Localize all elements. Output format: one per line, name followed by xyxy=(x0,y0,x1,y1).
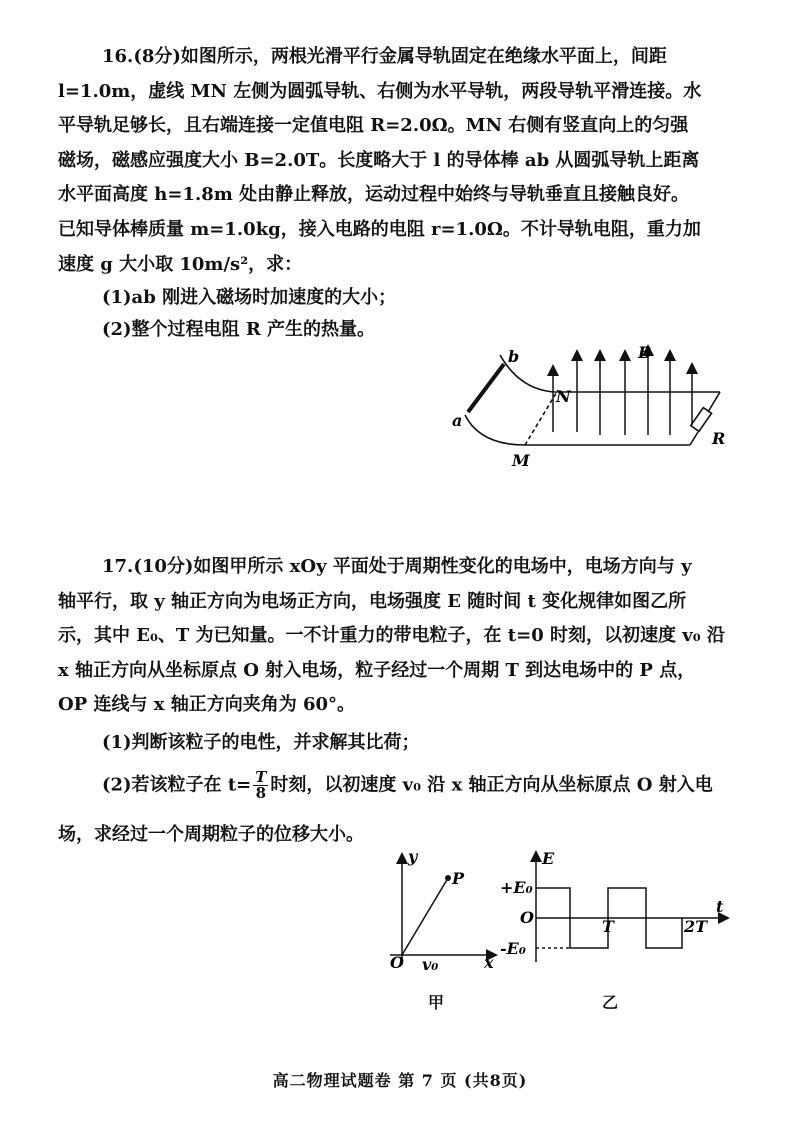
q17-text xyxy=(58,550,748,723)
fraction-numerator: T xyxy=(255,768,267,786)
label-origin: O xyxy=(520,908,534,927)
figure-yi xyxy=(500,850,730,975)
q17-sub1: (1)判断该粒子的电性，并求解其比荷； xyxy=(102,732,420,753)
label-x: x xyxy=(484,953,494,972)
figure-jia xyxy=(380,850,500,980)
label-minus-E0: -E₀ xyxy=(500,939,526,958)
label-N: N xyxy=(556,387,571,406)
q17-line: OP 连线与 x 轴正方向夹角为 60°。 xyxy=(58,694,356,716)
q17-sub2-pre: (2)若该粒子在 t= xyxy=(102,774,252,796)
q16-line: 16.(8分)如图所示，两根光滑平行金属导轨固定在绝缘水平面上，间距 xyxy=(102,46,667,67)
q17-sub2-line2: 场，求经过一个周期粒子的位移大小。 xyxy=(58,824,364,845)
q17-sub2 xyxy=(102,770,713,801)
page-footer: 高二物理试题卷 第 7 页 (共8页) xyxy=(272,1071,528,1090)
caption-yi: 乙 xyxy=(602,993,619,1012)
q16-text xyxy=(58,40,748,282)
q16-sub1: (1)ab 刚进入磁场时加速度的大小； xyxy=(102,287,397,308)
label-v0: v₀ xyxy=(422,955,439,974)
fraction-T-over-8 xyxy=(253,770,268,801)
label-O: O xyxy=(390,953,404,972)
q16-line: 水平面高度 h=1.8m 处由静止释放，运动过程中始终与导轨垂直且接触良好。 xyxy=(58,184,690,206)
q17-line: 17.(10分)如图甲所示 xOy 平面处于周期性变化的电场中，电场方向与 y xyxy=(102,556,692,577)
q16-line: 磁场，磁感应强度大小 B=2.0T。长度略大于 l 的导体棒 ab 从圆弧导轨上距离 xyxy=(58,149,700,171)
label-a: a xyxy=(452,411,463,430)
q16-line: 速度 g 大小取 10m/s²，求： xyxy=(58,253,303,275)
q17-line: 示，其中 E₀、T 为已知量。一不计重力的带电粒子，在 t=0 时刻，以初速度 v₀ 沿 xyxy=(58,625,725,647)
label-P: P xyxy=(452,869,465,888)
label-B: B xyxy=(638,343,652,362)
label-2T: 2T xyxy=(684,917,708,936)
label-R: R xyxy=(712,429,726,448)
q17-sub2-post: 时刻，以初速度 v₀ 沿 x 轴正方向从坐标原点 O 射入电 xyxy=(270,774,713,796)
q16-line: 已知导体棒质量 m=1.0kg，接入电路的电阻 r=1.0Ω。不计导轨电阻，重力加 xyxy=(58,218,701,240)
q16-line: l=1.0m，虚线 MN 左侧为圆弧导轨、右侧为水平导轨，两段导轨平滑连接。水 xyxy=(58,80,702,102)
caption-jia: 甲 xyxy=(428,993,445,1012)
q16-rail-figure xyxy=(440,340,740,480)
q17-line: 轴平行，取 y 轴正方向为电场正方向，电场强度 E 随时间 t 变化规律如图乙所 xyxy=(58,590,687,612)
label-t: t xyxy=(716,897,724,916)
label-plus-E0: +E₀ xyxy=(500,878,533,897)
label-b: b xyxy=(508,347,520,366)
label-T: T xyxy=(602,917,614,936)
q16-sub2: (2)整个过程电阻 R 产生的热量。 xyxy=(102,319,376,340)
label-y: y xyxy=(408,850,418,866)
q17-line: x 轴正方向从坐标原点 O 射入电场，粒子经过一个周期 T 到达电场中的 P 点， xyxy=(58,659,696,681)
q16-line: 平导轨足够长，且右端连接一定值电阻 R=2.0Ω。MN 右侧有竖直向上的匀强 xyxy=(58,115,689,137)
label-M: M xyxy=(512,451,530,470)
fraction-denominator: 8 xyxy=(255,784,267,802)
label-E: E xyxy=(542,850,555,868)
